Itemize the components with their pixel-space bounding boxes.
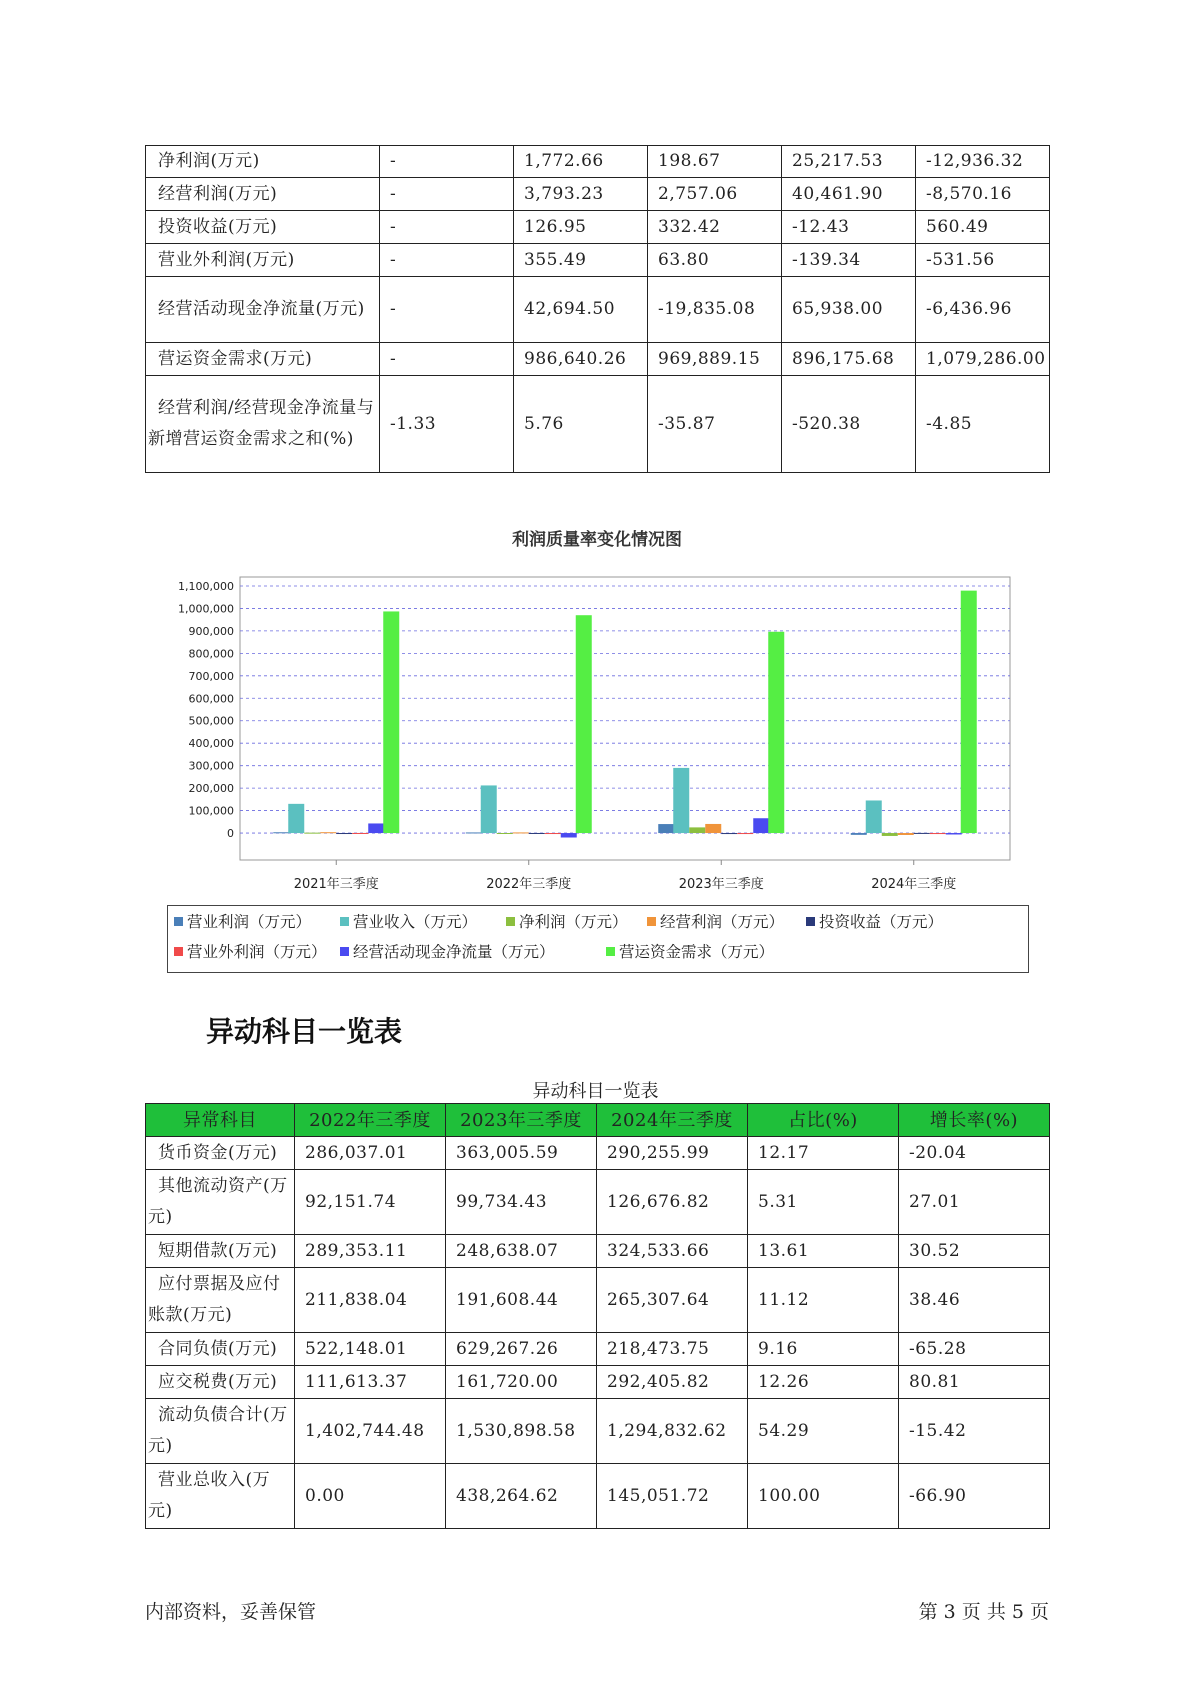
y-tick-label: 1,000,000	[178, 602, 234, 616]
cell-value: 1,294,832.62	[597, 1399, 748, 1464]
cell-value: 986,640.26	[514, 343, 648, 376]
table-row	[146, 343, 1050, 376]
cell-value: 265,307.64	[597, 1268, 748, 1333]
bar-4	[898, 833, 914, 835]
cell-value: 5.31	[748, 1170, 899, 1235]
cell-value: -15.42	[899, 1399, 1050, 1464]
cell-value: 248,638.07	[446, 1235, 597, 1268]
column-header: 占比(%)	[748, 1104, 899, 1137]
cell-value: 286,037.01	[295, 1137, 446, 1170]
column-header: 增长率(%)	[899, 1104, 1050, 1137]
table-row	[146, 376, 1050, 473]
cell-value: 92,151.74	[295, 1170, 446, 1235]
bar-1	[273, 832, 289, 833]
legend-swatch	[647, 917, 656, 926]
legend-label: 营业外利润（万元）	[187, 943, 327, 961]
cell-value: 191,608.44	[446, 1268, 597, 1333]
bar-8	[383, 611, 399, 833]
cell-value: 161,720.00	[446, 1366, 597, 1399]
cell-value: 12.26	[748, 1366, 899, 1399]
bar-8	[961, 591, 977, 833]
x-tick-label: 2021年三季度	[293, 877, 379, 892]
bar-8	[768, 632, 784, 833]
bar-7	[753, 818, 769, 833]
y-tick-label: 1,100,000	[178, 579, 234, 593]
bar-2	[673, 768, 689, 833]
y-tick-label: 800,000	[188, 647, 234, 661]
bar-5	[529, 833, 545, 834]
row-label: 其他流动资产(万元)	[146, 1170, 295, 1235]
cell-value: 290,255.99	[597, 1137, 748, 1170]
row-label: 净利润(万元)	[146, 146, 380, 178]
legend-swatch	[174, 917, 183, 926]
table-row	[146, 1268, 1050, 1333]
bar-1	[658, 824, 674, 833]
y-tick-label: 400,000	[188, 737, 234, 751]
x-tick-label: 2022年三季度	[486, 877, 572, 892]
plot-area	[240, 577, 1010, 860]
cell-value: 3,793.23	[514, 178, 648, 211]
cell-value: 30.52	[899, 1235, 1050, 1268]
table-header-row	[146, 1104, 1050, 1137]
table-row	[146, 1464, 1050, 1529]
cell-value: 65,938.00	[782, 277, 916, 343]
legend-label: 营运资金需求（万元）	[619, 943, 775, 961]
cell-value: 522,148.01	[295, 1333, 446, 1366]
x-tick-label: 2024年三季度	[871, 877, 957, 892]
table-row	[146, 1170, 1050, 1235]
profit-quality-chart	[155, 525, 1015, 895]
legend-swatch	[806, 917, 815, 926]
cell-value: 0.00	[295, 1464, 446, 1529]
bar-6	[545, 833, 561, 834]
cell-value: 198.67	[648, 146, 782, 178]
cell-value: 27.01	[899, 1170, 1050, 1235]
chart-legend	[167, 905, 1029, 973]
cell-value: -	[380, 178, 514, 211]
bar-1	[851, 833, 867, 835]
bar-7	[561, 833, 577, 837]
table-row	[146, 244, 1050, 277]
y-tick-label: 500,000	[188, 714, 234, 728]
profit-quality-table	[145, 145, 1050, 473]
y-tick-label: 100,000	[188, 804, 234, 818]
bar-4	[320, 832, 336, 833]
column-header: 2022年三季度	[295, 1104, 446, 1137]
cell-value: 80.81	[899, 1366, 1050, 1399]
cell-value: 896,175.68	[782, 343, 916, 376]
table-row	[146, 1399, 1050, 1464]
bar-6	[737, 833, 753, 834]
cell-value: 1,530,898.58	[446, 1399, 597, 1464]
y-tick-label: 200,000	[188, 782, 234, 796]
cell-value: 126,676.82	[597, 1170, 748, 1235]
cell-value: 40,461.90	[782, 178, 916, 211]
bar-3	[497, 833, 513, 834]
legend-swatch	[340, 917, 349, 926]
table-row	[146, 178, 1050, 211]
cell-value: 145,051.72	[597, 1464, 748, 1529]
row-label: 经营活动现金净流量(万元)	[146, 277, 380, 343]
cell-value: -65.28	[899, 1333, 1050, 1366]
bar-5	[336, 833, 352, 834]
table-row	[146, 146, 1050, 178]
abnormal-items-table	[145, 1103, 1050, 1529]
cell-value: -	[380, 277, 514, 343]
cell-value: 54.29	[748, 1399, 899, 1464]
cell-value: 111,613.37	[295, 1366, 446, 1399]
bar-4	[513, 832, 529, 833]
footer-page-number: 第 3 页 共 5 页	[918, 1601, 1049, 1623]
cell-value: 42,694.50	[514, 277, 648, 343]
legend-item	[806, 910, 943, 932]
cell-value: 292,405.82	[597, 1366, 748, 1399]
cell-value: -19,835.08	[648, 277, 782, 343]
row-label: 投资收益(万元)	[146, 211, 380, 244]
table-row	[146, 1137, 1050, 1170]
y-tick-label: 0	[227, 827, 234, 841]
legend-label: 营业收入（万元）	[353, 913, 478, 931]
cell-value: 1,079,286.00	[916, 343, 1050, 376]
cell-value: -6,436.96	[916, 277, 1050, 343]
bar-5	[721, 833, 737, 834]
cell-value: -139.34	[782, 244, 916, 277]
cell-value: 211,838.04	[295, 1268, 446, 1333]
column-header: 异常科目	[146, 1104, 295, 1137]
column-header: 2023年三季度	[446, 1104, 597, 1137]
legend-item	[340, 940, 555, 962]
cell-value: -20.04	[899, 1137, 1050, 1170]
legend-item	[647, 910, 784, 932]
cell-value: 13.61	[748, 1235, 899, 1268]
legend-swatch	[506, 917, 515, 926]
bar-3	[689, 827, 705, 833]
row-label: 合同负债(万元)	[146, 1333, 295, 1366]
legend-item	[174, 940, 327, 962]
bar-2	[866, 800, 882, 833]
legend-swatch	[174, 947, 183, 956]
y-tick-label: 600,000	[188, 692, 234, 706]
legend-label: 投资收益（万元）	[819, 913, 944, 931]
cell-value: -12.43	[782, 211, 916, 244]
legend-swatch	[606, 947, 615, 956]
cell-value: 324,533.66	[597, 1235, 748, 1268]
cell-value: -	[380, 343, 514, 376]
cell-value: 1,772.66	[514, 146, 648, 178]
bar-2	[481, 785, 497, 833]
y-tick-label: 300,000	[188, 759, 234, 773]
cell-value: 11.12	[748, 1268, 899, 1333]
cell-value: 355.49	[514, 244, 648, 277]
bar-6	[352, 833, 368, 834]
row-label: 经营利润(万元)	[146, 178, 380, 211]
cell-value: 126.95	[514, 211, 648, 244]
x-tick-label: 2023年三季度	[678, 877, 764, 892]
table-row	[146, 277, 1050, 343]
row-label: 货币资金(万元)	[146, 1137, 295, 1170]
cell-value: 2,757.06	[648, 178, 782, 211]
cell-value: -520.38	[782, 376, 916, 473]
cell-value: 5.76	[514, 376, 648, 473]
bar-2	[288, 804, 304, 833]
cell-value: 438,264.62	[446, 1464, 597, 1529]
bar-5	[914, 833, 930, 834]
chart-title: 利润质量率变化情况图	[512, 530, 682, 550]
bar-4	[705, 824, 721, 833]
section-title: 异动科目一览表	[206, 1015, 403, 1048]
cell-value: 560.49	[916, 211, 1050, 244]
row-label: 流动负债合计(万元)	[146, 1399, 295, 1464]
cell-value: 218,473.75	[597, 1333, 748, 1366]
row-label: 经营利润/经营现金净流量与新增营运资金需求之和(%)	[146, 376, 380, 473]
y-tick-label: 900,000	[188, 624, 234, 638]
legend-label: 经营利润（万元）	[660, 913, 785, 931]
bar-6	[930, 833, 946, 834]
bar-3	[304, 833, 320, 834]
column-header: 2024年三季度	[597, 1104, 748, 1137]
cell-value: -66.90	[899, 1464, 1050, 1529]
legend-item	[340, 910, 477, 932]
bar-1	[466, 832, 482, 833]
row-label: 应交税费(万元)	[146, 1366, 295, 1399]
table-row	[146, 1333, 1050, 1366]
row-label: 短期借款(万元)	[146, 1235, 295, 1268]
row-label: 营运资金需求(万元)	[146, 343, 380, 376]
bar-7	[946, 833, 962, 834]
cell-value: 99,734.43	[446, 1170, 597, 1235]
cell-value: 629,267.26	[446, 1333, 597, 1366]
cell-value: 289,353.11	[295, 1235, 446, 1268]
legend-swatch	[340, 947, 349, 956]
cell-value: 12.17	[748, 1137, 899, 1170]
cell-value: 9.16	[748, 1333, 899, 1366]
table-row	[146, 1366, 1050, 1399]
row-label: 应付票据及应付账款(万元)	[146, 1268, 295, 1333]
table-caption: 异动科目一览表	[532, 1081, 659, 1102]
legend-label: 经营活动现金净流量（万元）	[353, 943, 555, 961]
cell-value: 38.46	[899, 1268, 1050, 1333]
row-label: 营业总收入(万元)	[146, 1464, 295, 1529]
legend-label: 营业利润（万元）	[187, 913, 312, 931]
legend-item	[606, 940, 774, 962]
cell-value: -8,570.16	[916, 178, 1050, 211]
cell-value: -12,936.32	[916, 146, 1050, 178]
cell-value: -4.85	[916, 376, 1050, 473]
bar-7	[368, 823, 384, 833]
cell-value: 969,889.15	[648, 343, 782, 376]
cell-value: -	[380, 244, 514, 277]
cell-value: 63.80	[648, 244, 782, 277]
cell-value: 1,402,744.48	[295, 1399, 446, 1464]
cell-value: -1.33	[380, 376, 514, 473]
cell-value: -	[380, 146, 514, 178]
cell-value: -35.87	[648, 376, 782, 473]
cell-value: 363,005.59	[446, 1137, 597, 1170]
cell-value: 25,217.53	[782, 146, 916, 178]
cell-value: -	[380, 211, 514, 244]
row-label: 营业外利润(万元)	[146, 244, 380, 277]
cell-value: 332.42	[648, 211, 782, 244]
legend-item	[506, 910, 628, 932]
footer-confidential: 内部资料，妥善保管	[145, 1601, 317, 1623]
cell-value: -531.56	[916, 244, 1050, 277]
table-row	[146, 1235, 1050, 1268]
table-row	[146, 211, 1050, 244]
bar-3	[882, 833, 898, 836]
y-tick-label: 700,000	[188, 669, 234, 683]
cell-value: 100.00	[748, 1464, 899, 1529]
bar-8	[576, 615, 592, 833]
legend-label: 净利润（万元）	[519, 913, 628, 931]
legend-item	[174, 910, 311, 932]
